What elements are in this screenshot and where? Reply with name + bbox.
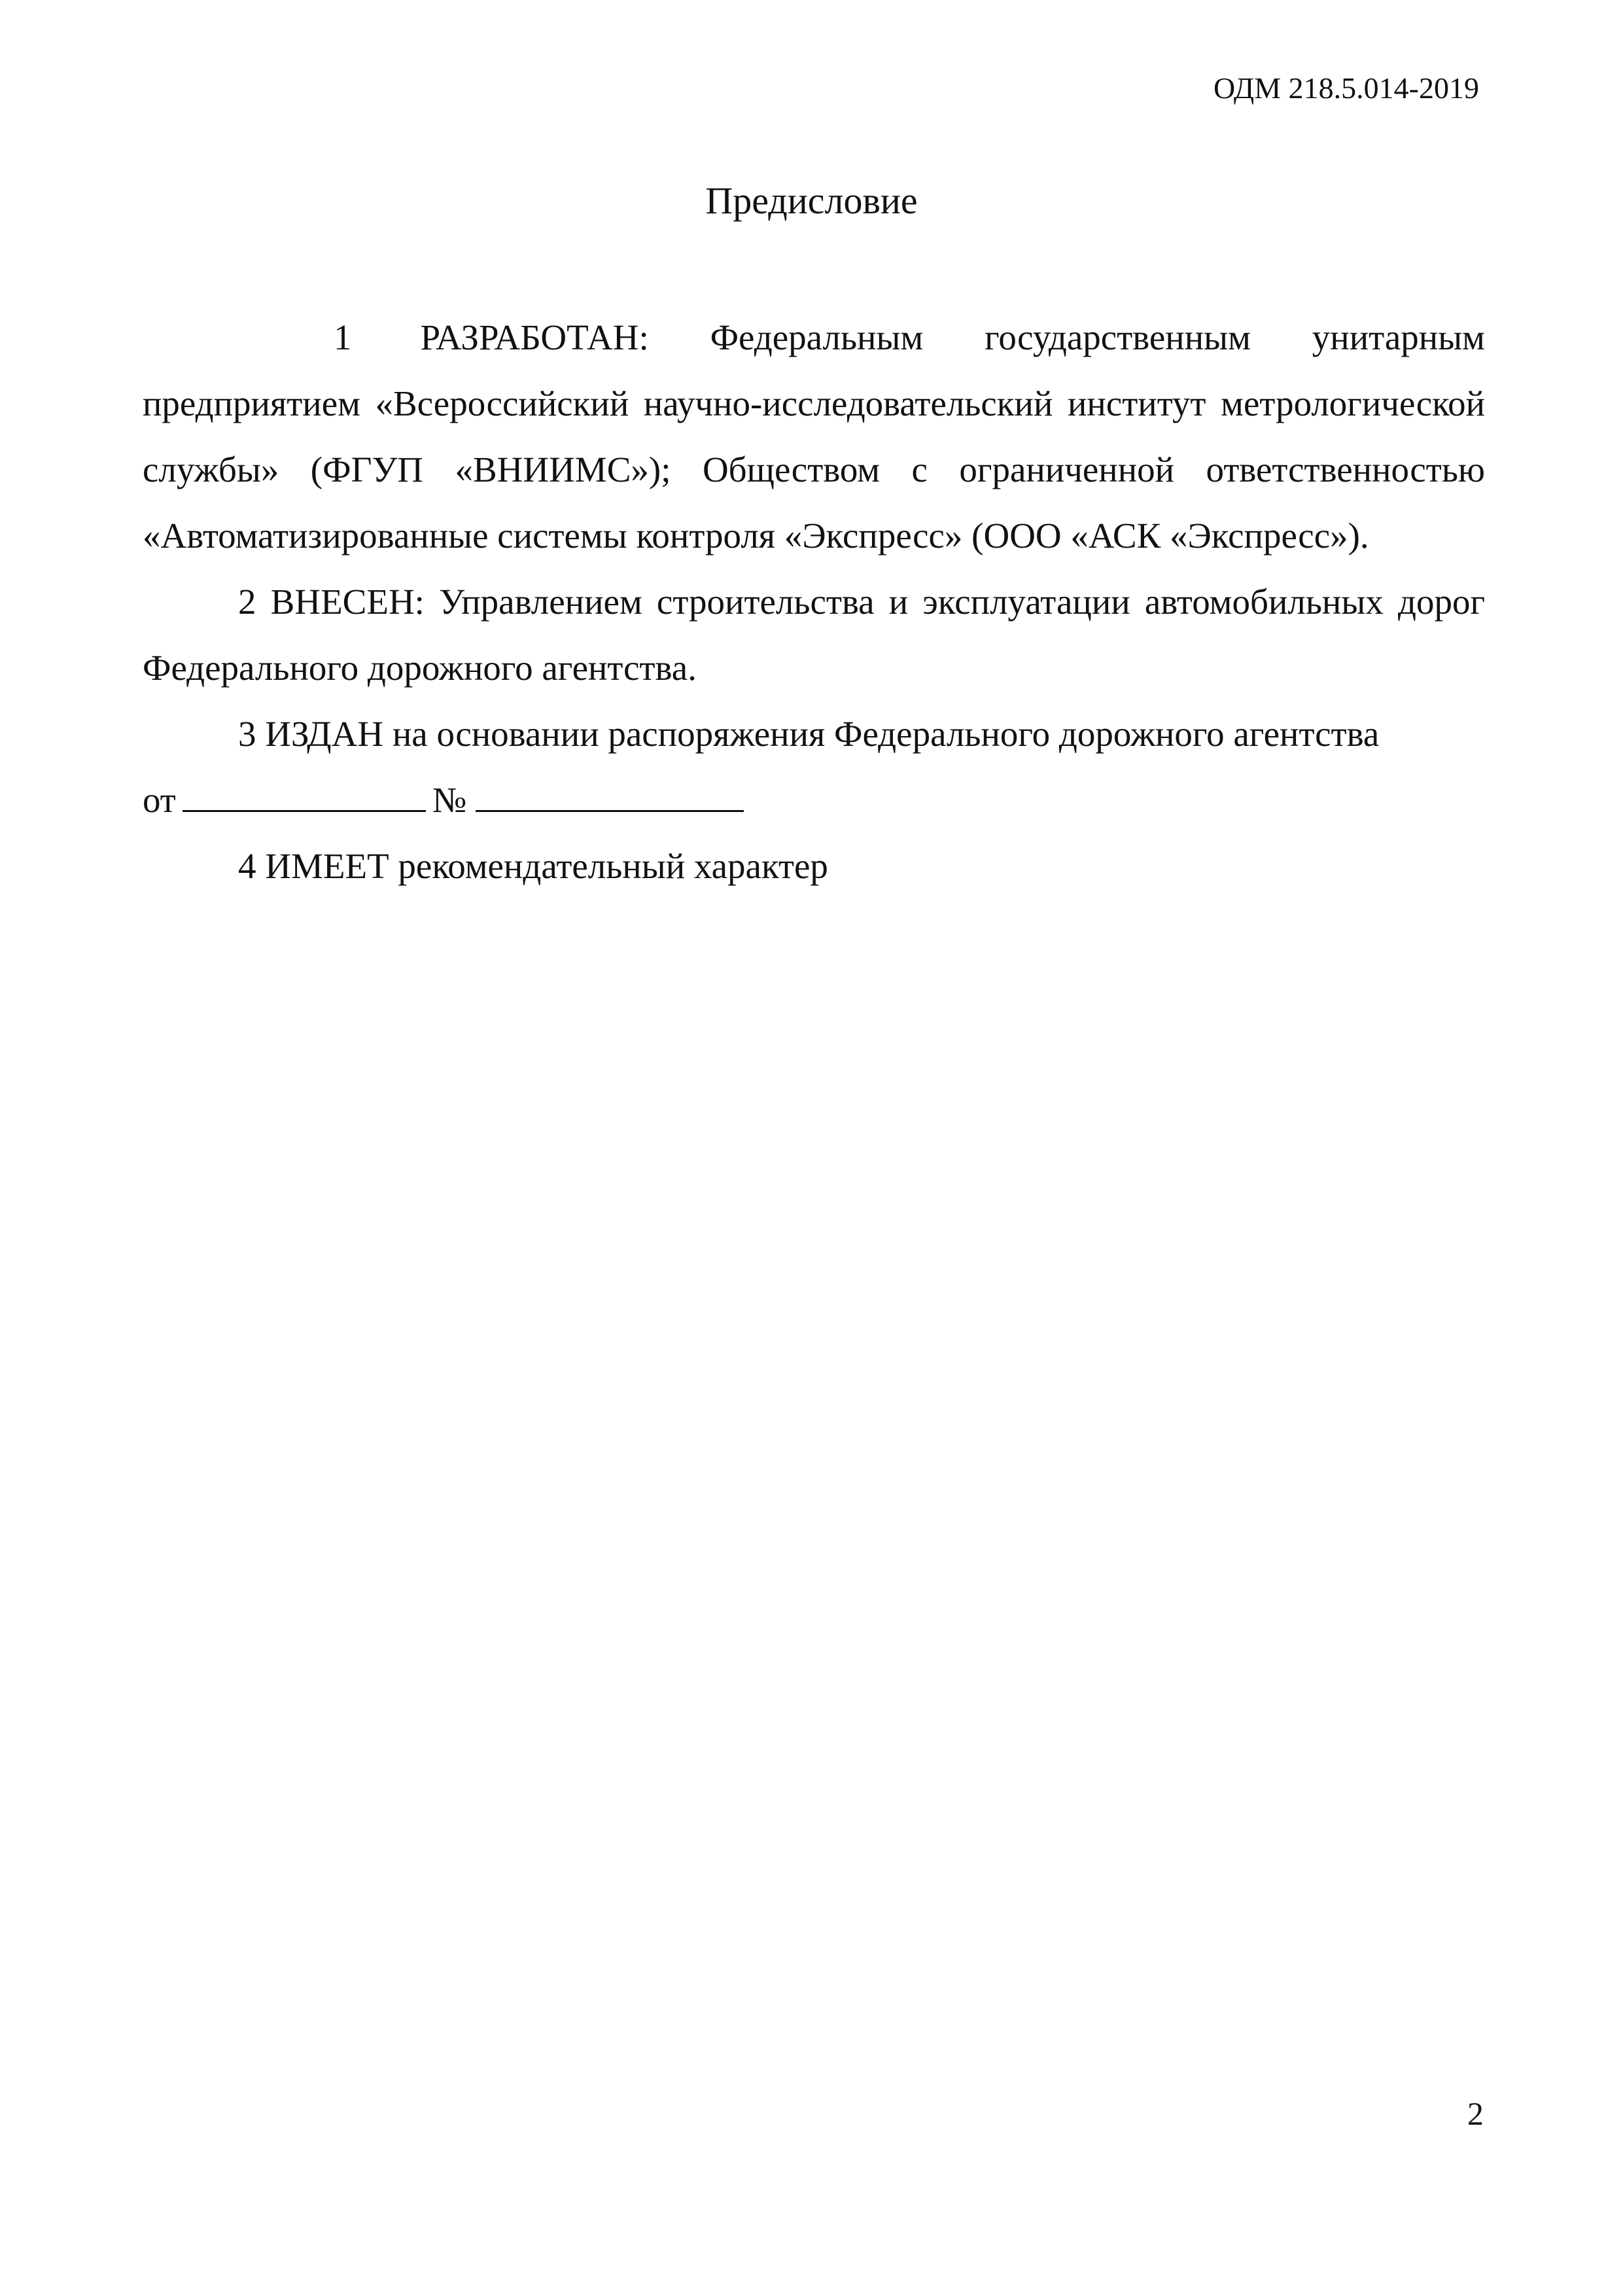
- item-number: 2: [238, 582, 256, 622]
- preface-item-4: [143, 833, 1485, 899]
- page-number: 2: [1467, 2095, 1484, 2132]
- item-number: 4: [238, 846, 256, 886]
- item-number: 1: [334, 317, 352, 357]
- item-text: РАЗРАБОТАН: Федеральным государственным унитарным предприятием «Всероссийский научно-исследовательский институт метрологической службы» (ФГУП «ВНИИМС»); Обществом с ограниченной ответственностью «Автоматизированные системы контроля «Экспресс» (ООО «АСК «Экспресс»).: [143, 317, 1485, 556]
- preface-item-2: [143, 569, 1485, 701]
- item-text: ВНЕСЕН: Управлением строительства и эксплуатации автомобильных дорог Федерального дорожного агентства.: [143, 582, 1486, 688]
- item-text: ИЗДАН на основании распоряжения Федерального дорожного агентства: [265, 714, 1380, 754]
- page-title: Предисловие: [705, 179, 918, 222]
- preface-item-3-blanks: [143, 767, 1485, 833]
- item-number: 3: [238, 714, 256, 754]
- item-text: ИМЕЕТ рекомендательный характер: [265, 846, 828, 886]
- preface-item-1: [143, 304, 1485, 569]
- number-blank-line: [476, 781, 744, 812]
- preface-body: [143, 304, 1485, 899]
- number-sign: №: [432, 780, 467, 820]
- date-blank-line: [183, 781, 426, 812]
- date-prefix: от: [143, 780, 176, 820]
- preface-item-3: [143, 701, 1485, 767]
- document-code: ОДМ 218.5.014-2019: [1213, 71, 1479, 105]
